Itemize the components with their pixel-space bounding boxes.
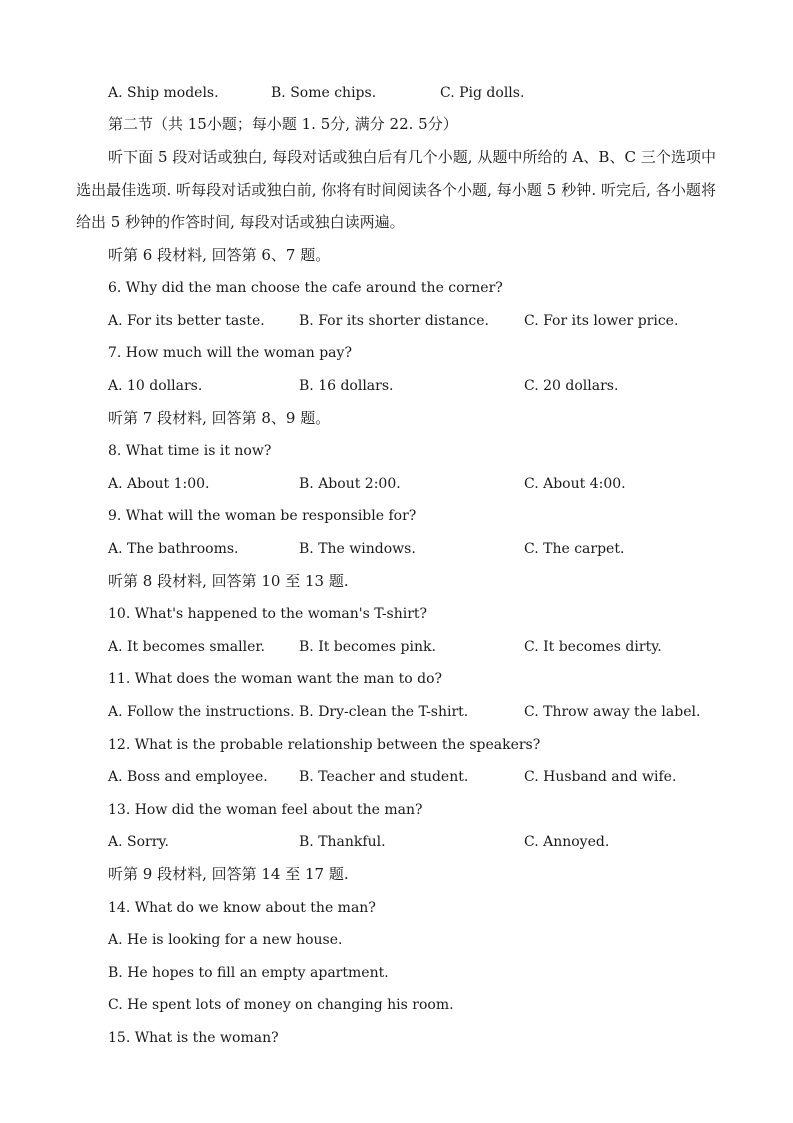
option-c: C. Annoyed. bbox=[524, 834, 610, 850]
question-text: 10. What's happened to the woman's T-shirt? bbox=[108, 606, 428, 622]
option-a: A. Sorry. bbox=[108, 834, 169, 850]
question-text: 15. What is the woman? bbox=[108, 1030, 279, 1046]
option-row bbox=[108, 311, 728, 331]
option-b: B. 16 dollars. bbox=[299, 378, 394, 394]
option-c: C. He spent lots of money on changing his room. bbox=[108, 997, 454, 1013]
question-text: 8. What time is it now? bbox=[108, 443, 272, 459]
option-b: B. He hopes to fill an empty apartment. bbox=[108, 965, 389, 981]
group-heading: 听第 8 段材料, 回答第 10 至 13 题. bbox=[108, 572, 349, 590]
option-b: B. Teacher and student. bbox=[299, 769, 469, 785]
option-c: C. Husband and wife. bbox=[524, 769, 677, 785]
option-row bbox=[108, 637, 728, 657]
option-a: A. About 1:00. bbox=[108, 476, 210, 492]
option-a: A. For its better taste. bbox=[108, 313, 265, 329]
question-text: 9. What will the woman be responsible for? bbox=[108, 508, 417, 524]
question-text: 12. What is the probable relationship between the speakers? bbox=[108, 737, 541, 753]
option-row bbox=[108, 539, 728, 559]
option-b: B. For its shorter distance. bbox=[299, 313, 490, 329]
group-heading: 听第 7 段材料, 回答第 8、9 题。 bbox=[108, 409, 331, 427]
group-heading: 听第 6 段材料, 回答第 6、7 题。 bbox=[108, 246, 331, 264]
option-c: C. Throw away the label. bbox=[524, 704, 701, 720]
section-title: 第二节（共 15小题；每小题 1. 5分, 满分 22. 5分） bbox=[108, 115, 458, 133]
question-text: 11. What does the woman want the man to do? bbox=[108, 671, 443, 687]
option-a: A. Follow the instructions. bbox=[108, 704, 295, 720]
option-b: B. It becomes pink. bbox=[299, 639, 436, 655]
option-row bbox=[108, 702, 728, 722]
option-c: C. It becomes dirty. bbox=[524, 639, 662, 655]
option-row bbox=[108, 376, 728, 396]
option-b: B. Dry-clean the T-shirt. bbox=[299, 704, 469, 720]
option-a: A. Ship models. bbox=[108, 85, 219, 101]
question-text: 13. How did the woman feel about the man? bbox=[108, 802, 423, 818]
option-a: A. 10 dollars. bbox=[108, 378, 203, 394]
option-row bbox=[108, 474, 728, 494]
option-c: C. For its lower price. bbox=[524, 313, 679, 329]
option-b: B. Some chips. bbox=[271, 85, 377, 101]
option-c: C. 20 dollars. bbox=[524, 378, 619, 394]
option-a: A. The bathrooms. bbox=[108, 541, 239, 557]
group-heading: 听第 9 段材料, 回答第 14 至 17 题. bbox=[108, 865, 349, 883]
section-instructions: 听下面 5 段对话或独白, 每段对话或独白后有几个小题, 从题中所给的 A、B、C 三个选项中选出最佳选项. 听每段对话或独白前, 你将有时间阅读各个小题, 每小题 5 秒钟. 听完后, 各小题将给出 5 秒钟的作答时间, 每段对话或独白读两遍。 bbox=[76, 148, 716, 231]
question-text: 7. How much will the woman pay? bbox=[108, 345, 352, 361]
option-c: C. About 4:00. bbox=[524, 476, 626, 492]
option-row bbox=[108, 767, 728, 787]
option-c: C. Pig dolls. bbox=[440, 85, 525, 101]
option-a: A. It becomes smaller. bbox=[108, 639, 265, 655]
option-b: B. The windows. bbox=[299, 541, 416, 557]
option-b: B. About 2:00. bbox=[299, 476, 401, 492]
option-row bbox=[108, 83, 728, 103]
option-b: B. Thankful. bbox=[299, 834, 386, 850]
option-c: C. The carpet. bbox=[524, 541, 625, 557]
question-text: 14. What do we know about the man? bbox=[108, 900, 376, 916]
question-text: 6. Why did the man choose the cafe around the corner? bbox=[108, 280, 503, 296]
option-a: A. Boss and employee. bbox=[108, 769, 268, 785]
option-a: A. He is looking for a new house. bbox=[108, 932, 343, 948]
option-row bbox=[108, 832, 728, 852]
